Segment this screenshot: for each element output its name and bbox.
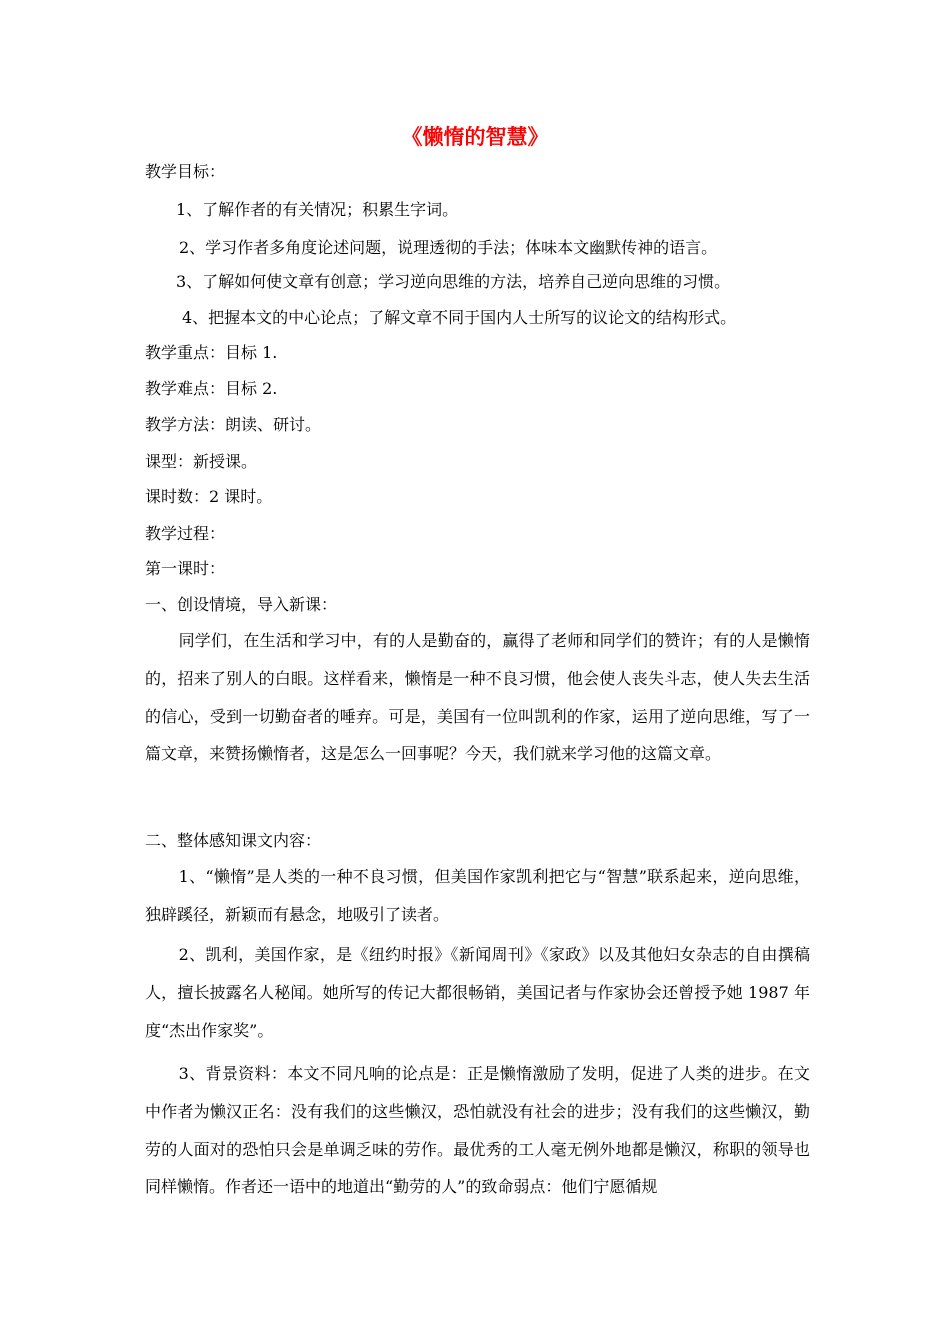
objective-item-2: 2、学习作者多角度论述问题，说理透彻的手法；体味本文幽默传神的语言。 [179,238,718,257]
section1-paragraph: 同学们，在生活和学习中，有的人是勤奋的，赢得了老师和同学们的赞许；有的人是懒惰的，招来了别人的白眼。这样看来，懒惰是一种不良习惯，他会使人丧失斗志，使人失去生活的信心，受到一切勤奋者的唾弃。可是，美国有一位叫凯利的作家，运用了逆向思维，写了一篇文章，来赞扬懒惰者，这是怎么一回事呢？今天，我们就来学习他的这篇文章。 [145,631,810,764]
document-title: 《懒惰的智慧》 [401,125,549,149]
objective-item-1: 1、了解作者的有关情况；积累生字词。 [176,200,459,219]
section2-item-2: 2、凯利，美国作家，是《纽约时报》《新闻周刊》《家政》以及其他妇女杂志的自由撰稿人，擅长披露名人秘闻。她所写的传记大都很畅销，美国记者与作家协会还曾授予她 1987 年度“杰出作家奖”。 [145,945,810,1040]
objective-item-3: 3、了解如何使文章有创意；学习逆向思维的方法，培养自己逆向思维的习惯。 [176,272,731,291]
key-point: 教学重点：目标 1. [145,343,278,362]
lesson-type: 课型：新授课。 [145,452,258,471]
section2-item-3: 3、背景资料：本文不同凡响的论点是：正是懒惰激励了发明，促进了人类的进步。在文中作者为懒汉正名：没有我们的这些懒汉，恐怕就没有社会的进步；没有我们的这些懒汉，勤劳的人面对的恐怕只会是单调乏味的劳作。最优秀的工人毫无例外地都是懒汉，称职的领导也同样懒惰。作者还一语中的地道出“勤劳的人”的致命弱点：他们宁愿循规 [145,1064,810,1197]
objective-item-4: 4、把握本文的中心论点；了解文章不同于国内人士所写的议论文的结构形式。 [182,308,737,327]
section2-heading: 二、整体感知课文内容： [145,831,322,850]
lesson-hours: 课时数：2 课时。 [145,487,273,506]
section2-item-1: 1、“懒惰”是人类的一种不良习惯，但美国作家凯利把它与“智慧”联系起来，逆向思维，独辟蹊径，新颖而有悬念，地吸引了读者。 [145,867,810,924]
teaching-method: 教学方法：朗读、研讨。 [145,415,322,434]
objectives-heading: 教学目标： [145,162,226,181]
section1-heading: 一、创设情境，导入新课： [145,595,338,614]
first-lesson-heading: 第一课时： [145,559,226,578]
process-heading: 教学过程： [145,524,226,543]
difficulty: 教学难点：目标 2. [145,379,278,398]
